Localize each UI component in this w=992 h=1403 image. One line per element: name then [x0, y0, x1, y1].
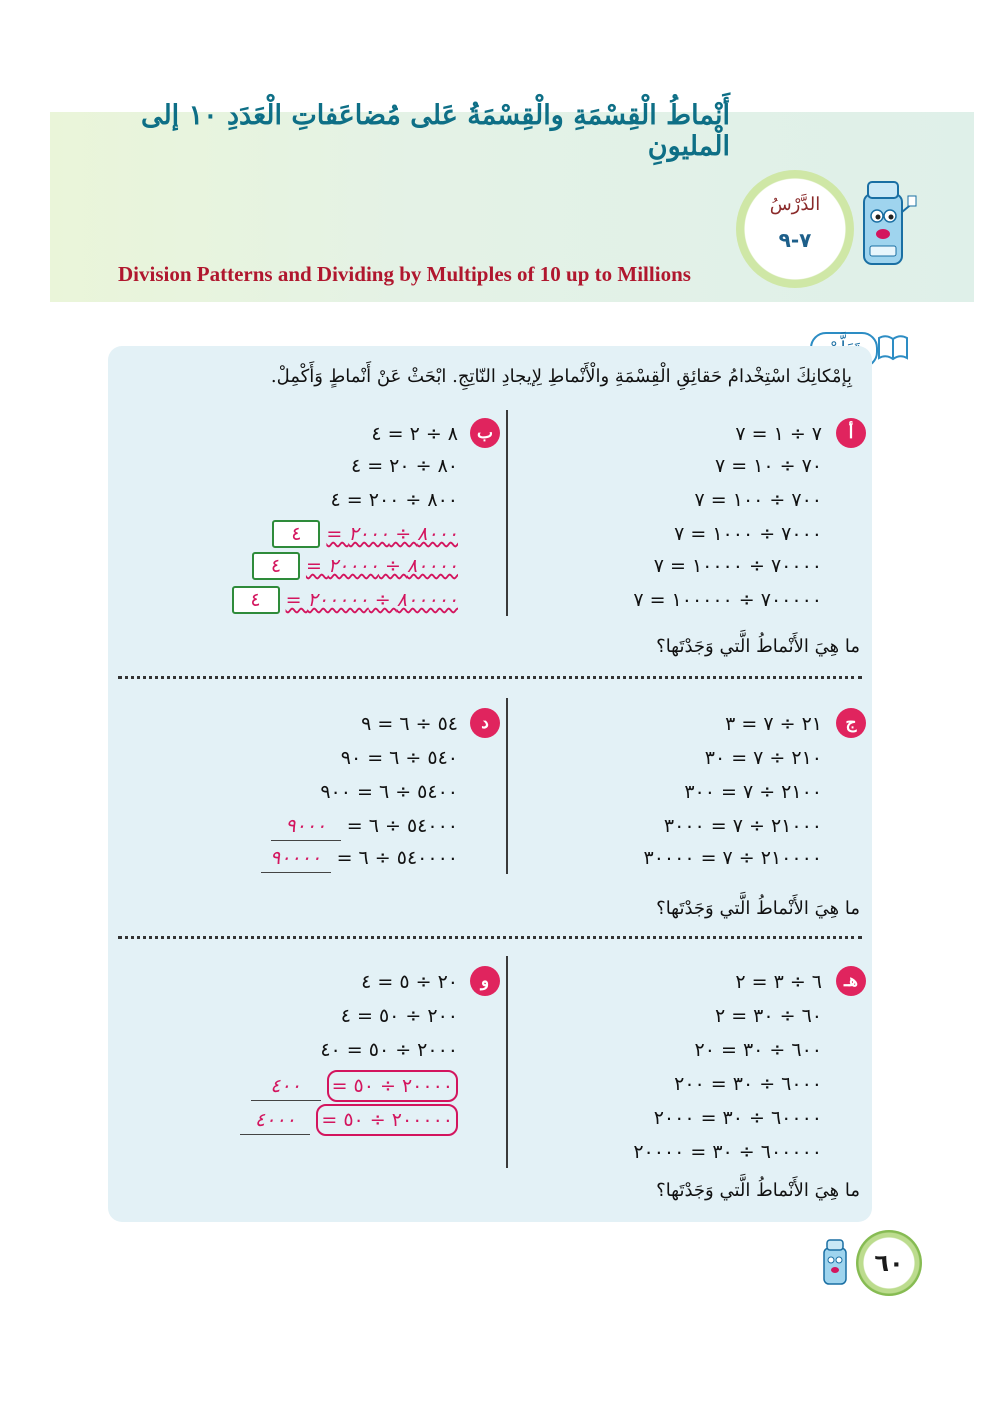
eq-b-4 [266, 520, 458, 548]
eq-a-3: ٧٠٠ ÷ ١٠٠ = ٧ [694, 489, 822, 511]
section-f-letter: و [470, 966, 500, 996]
eq-d-5-answer[interactable]: ٩٠٠٠٠ [261, 844, 331, 873]
section-e-letter: هـ [836, 966, 866, 996]
eq-f-4 [251, 1070, 458, 1098]
eq-c-5: ٢١٠٠٠٠ ÷ ٧ = ٣٠٠٠٠ [643, 847, 822, 869]
eq-f-5-answer[interactable]: ٤٠٠٠ [240, 1106, 310, 1135]
section-c-letter: ج [836, 708, 866, 738]
eq-c-2: ٢١٠ ÷ ٧ = ٣٠ [704, 747, 822, 769]
eq-a-6: ٧٠٠٠٠٠ ÷ ١٠٠٠٠٠ = ٧ [633, 589, 822, 611]
eq-b-1: ٨ ÷ ٢ = ٤ [371, 423, 458, 445]
eq-e-2: ٦٠ ÷ ٣٠ = ٢ [714, 1005, 822, 1027]
page-number: ٦٠ [856, 1230, 922, 1296]
eq-c-4: ٢١٠٠٠ ÷ ٧ = ٣٠٠٠ [663, 815, 822, 837]
exercise-panel [108, 346, 872, 1222]
eq-d-2: ٥٤٠ ÷ ٦ = ٩٠ [340, 747, 458, 769]
open-book-icon [876, 330, 910, 364]
section-d [128, 706, 498, 876]
dotted-separator-2 [118, 936, 862, 939]
intro-text: بِإمْكانِكَ اسْتِخْدامُ حَقائِقِ الْقِسْمَةِ والْأَنْماطِ لِإيجادِ النّاتِجِ. ابْحَثْ عَنْ أَنْماطٍ وَأَكْمِلْ. [270, 366, 852, 387]
lesson-title-english: Division Patterns and Dividing by Multiples of 10 up to Millions [118, 262, 691, 286]
eq-b-5-left: ٨٠٠٠٠ ÷ ٢٠٠٠٠ = [305, 555, 458, 577]
question-2: ما هِيَ الأَنْماطُ الَّتي وَجَدْتَها؟ [656, 898, 860, 919]
eq-f-5 [240, 1104, 458, 1132]
eq-c-1: ٢١ ÷ ٧ = ٣ [725, 713, 822, 735]
eq-c-3: ٢١٠٠ ÷ ٧ = ٣٠٠ [684, 781, 822, 803]
eq-a-5: ٧٠٠٠٠ ÷ ١٠٠٠٠ = ٧ [653, 555, 822, 577]
section-b [128, 416, 498, 616]
section-a [508, 416, 862, 616]
eq-b-6-answer-box[interactable]: ٤ [232, 586, 280, 614]
eq-b-4-left: ٨٠٠٠ ÷ ٢٠٠٠ = [326, 523, 458, 545]
eq-a-2: ٧٠ ÷ ١٠ = ٧ [714, 455, 822, 477]
eq-b-5-answer-box[interactable]: ٤ [252, 552, 300, 580]
eq-f-2: ٢٠٠ ÷ ٥٠ = ٤ [340, 1005, 458, 1027]
section-c [508, 706, 862, 876]
eq-b-2: ٨٠ ÷ ٢٠ = ٤ [350, 455, 458, 477]
eq-f-4-left: ٢٠٠٠٠ ÷ ٥٠ = [327, 1070, 458, 1102]
eq-b-4-answer-box[interactable]: ٤ [272, 520, 320, 548]
eq-b-6 [226, 586, 458, 614]
section-e [508, 964, 862, 1174]
eq-d-3: ٥٤٠٠ ÷ ٦ = ٩٠٠ [320, 781, 458, 803]
eq-b-5 [246, 552, 458, 580]
eq-d-4 [271, 812, 458, 840]
eq-e-6: ٦٠٠٠٠٠ ÷ ٣٠ = ٢٠٠٠٠ [633, 1141, 822, 1163]
eq-e-1: ٦ ÷ ٣ = ٢ [735, 971, 822, 993]
section-a-letter: أ [836, 418, 866, 448]
eq-d-5 [261, 844, 458, 872]
section-b-letter: ب [470, 418, 500, 448]
eq-a-4: ٧٠٠٠ ÷ ١٠٠٠ = ٧ [674, 523, 822, 545]
lesson-number-badge [736, 170, 854, 288]
eq-d-4-left: ٥٤٠٠٠ ÷ ٦ = [346, 815, 458, 837]
eq-e-4: ٦٠٠٠ ÷ ٣٠ = ٢٠٠ [674, 1073, 822, 1095]
eq-f-4-answer[interactable]: ٤٠٠ [251, 1072, 321, 1101]
eq-d-4-answer[interactable]: ٩٠٠٠ [271, 812, 341, 841]
eq-e-5: ٦٠٠٠٠ ÷ ٣٠ = ٢٠٠٠ [653, 1107, 822, 1129]
dotted-separator-1 [118, 676, 862, 679]
section-f [128, 964, 498, 1144]
eq-d-5-left: ٥٤٠٠٠٠ ÷ ٦ = [336, 847, 458, 869]
eq-b-3: ٨٠٠ ÷ ٢٠٠ = ٤ [330, 489, 458, 511]
lesson-label: الدَّرْسُ [769, 194, 821, 215]
eq-b-6-left: ٨٠٠٠٠٠ ÷ ٢٠٠٠٠٠ = [285, 589, 458, 611]
mascot-small-icon [818, 1236, 852, 1288]
eq-f-1: ٢٠ ÷ ٥ = ٤ [361, 971, 458, 993]
lesson-number: ٧-٩ [778, 228, 812, 252]
mascot-icon [850, 172, 918, 272]
eq-e-3: ٦٠٠ ÷ ٣٠ = ٢٠ [694, 1039, 822, 1061]
eq-f-3: ٢٠٠٠ ÷ ٥٠ = ٤٠ [320, 1039, 458, 1061]
eq-d-1: ٥٤ ÷ ٦ = ٩ [361, 713, 458, 735]
lesson-title-arabic: أَنْماطُ الْقِسْمَةِ والْقِسْمَةُ عَلى مُضاعَفاتِ الْعَدَدِ ١٠ إلى الْمليونِ [140, 100, 730, 162]
eq-a-1: ٧ ÷ ١ = ٧ [735, 423, 822, 445]
question-1: ما هِيَ الأَنْماطُ الَّتي وَجَدْتَها؟ [656, 636, 860, 657]
question-3: ما هِيَ الأَنْماطُ الَّتي وَجَدْتَها؟ [656, 1180, 860, 1201]
eq-f-5-left: ٢٠٠٠٠٠ ÷ ٥٠ = [316, 1104, 458, 1136]
section-d-letter: د [470, 708, 500, 738]
